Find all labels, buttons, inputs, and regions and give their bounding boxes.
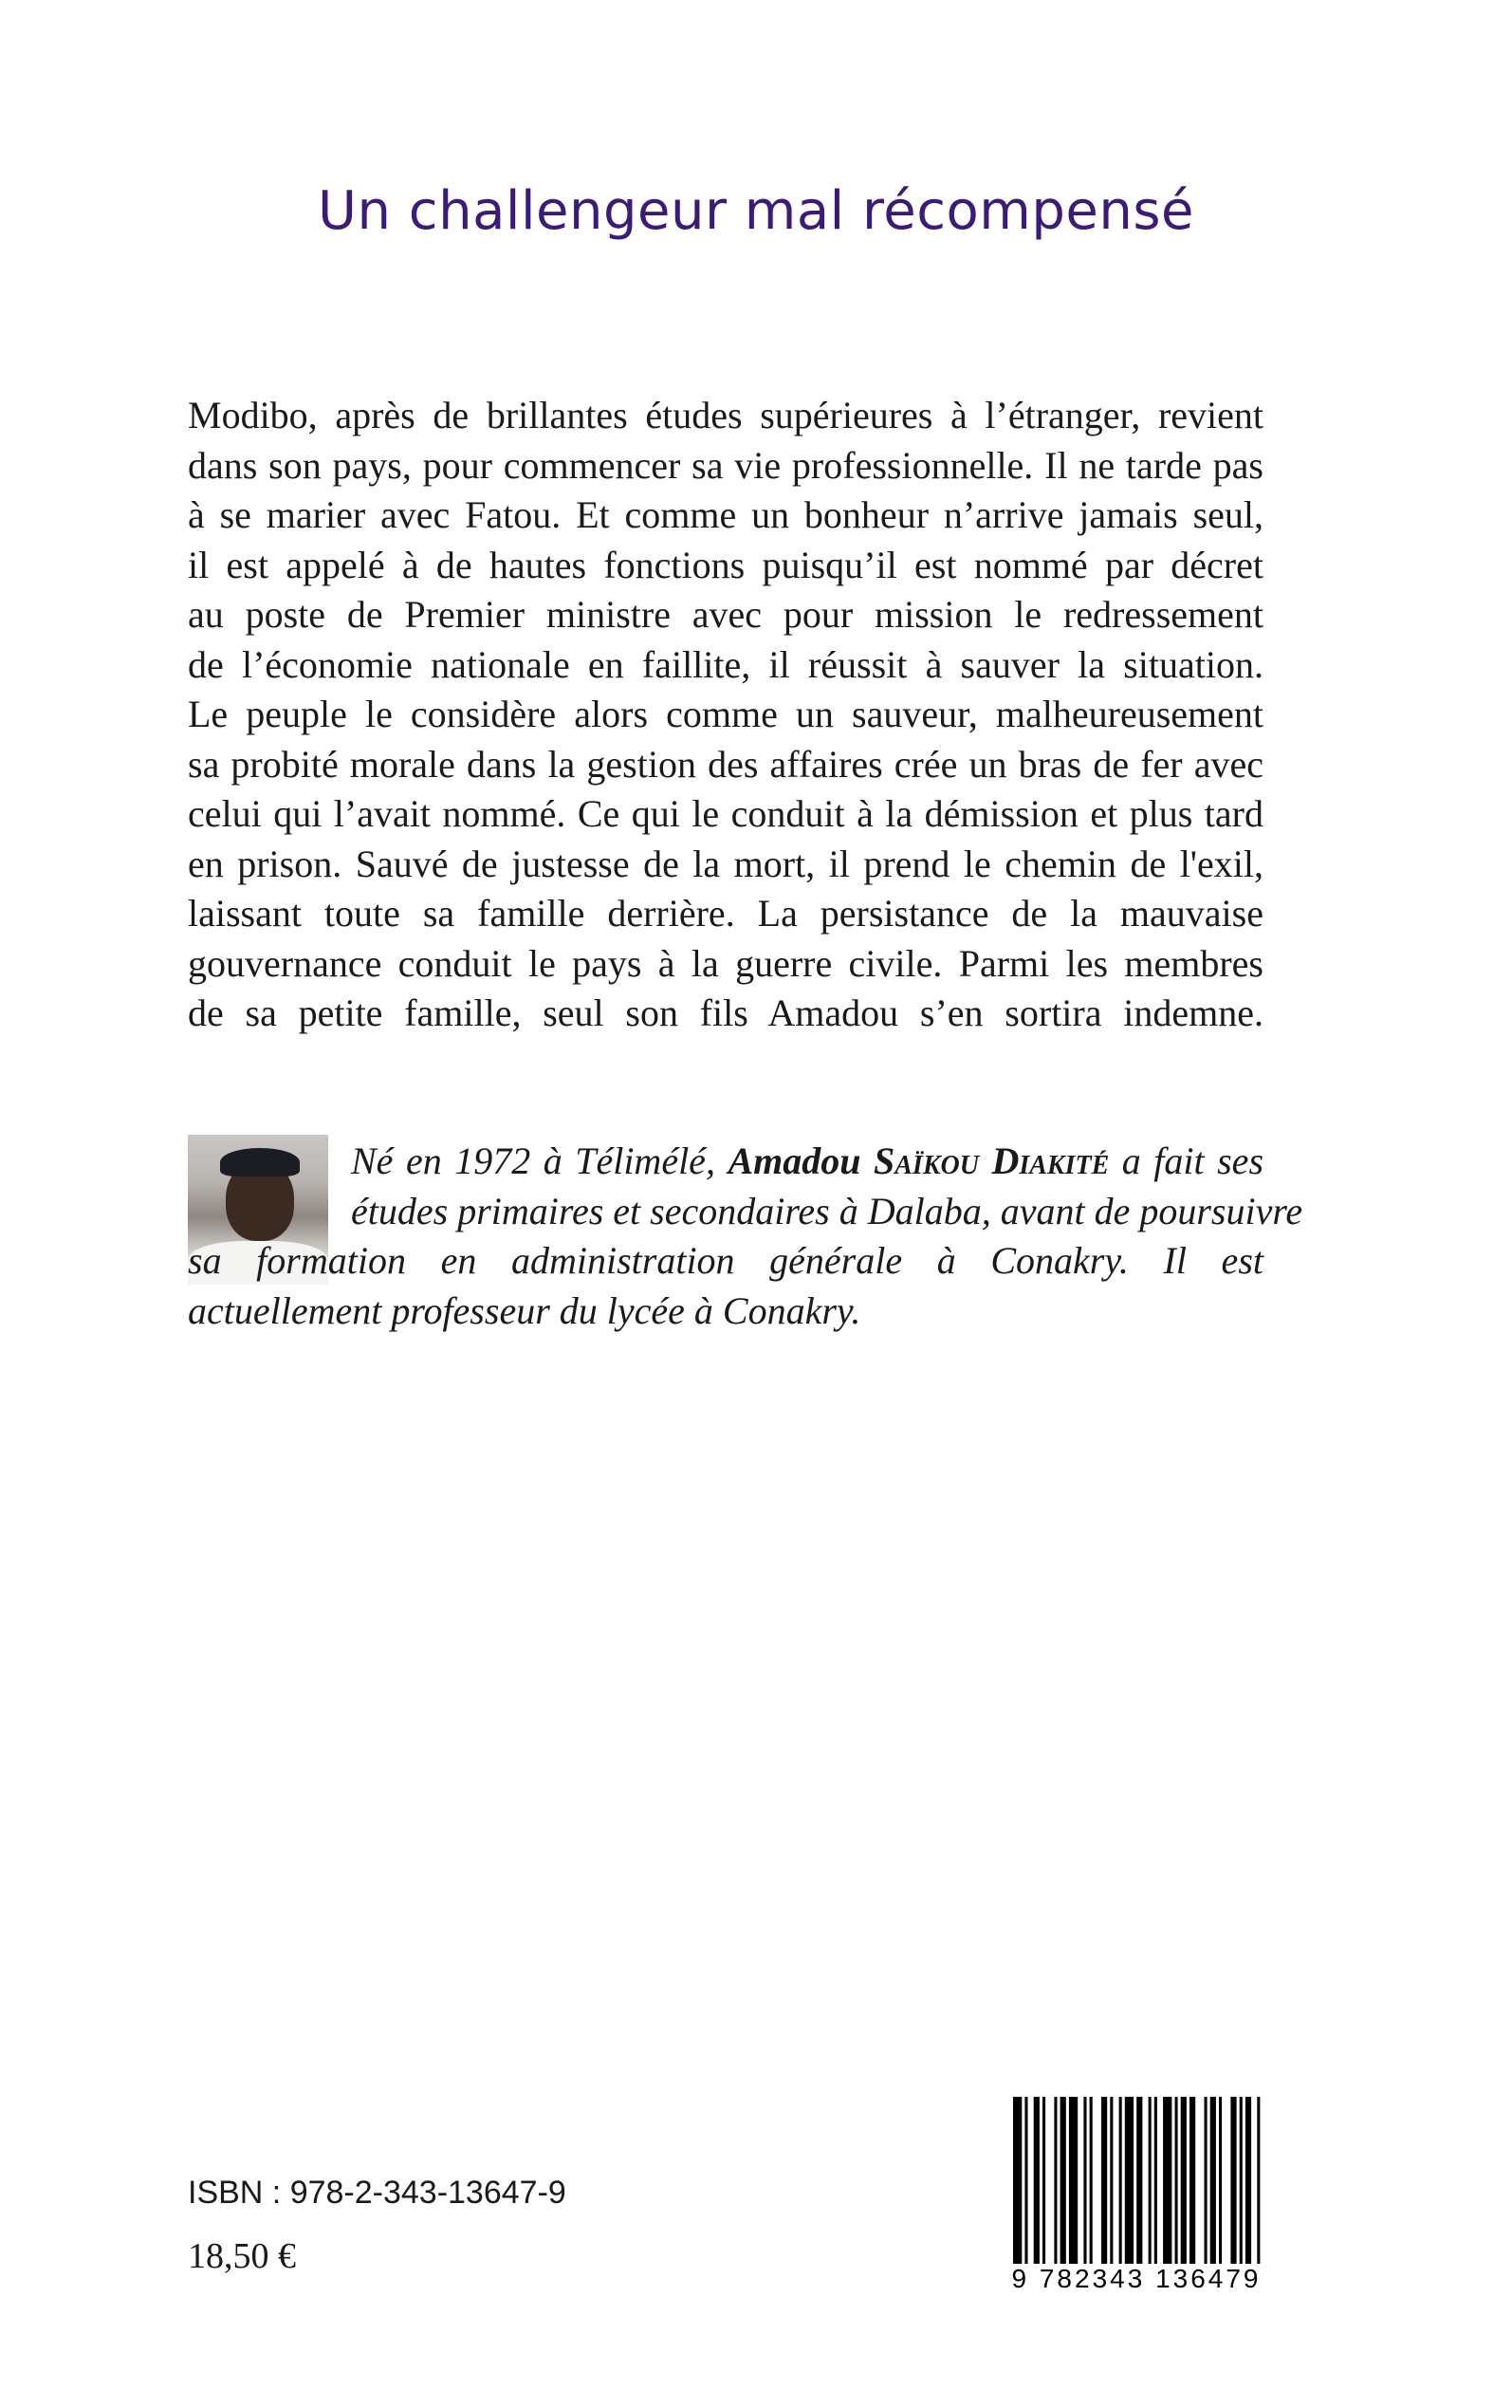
synopsis-line: de sa petite famille, seul son fils Amadou s’en sortira indemne. [188,991,1263,1034]
barcode [1007,2097,1265,2296]
synopsis-line: dans son pays, pour commencer sa vie professionnelle. Il ne tarde pas [188,443,1263,487]
barcode-bar [1069,2097,1078,2266]
barcode-bar [1042,2097,1045,2266]
barcode-bar [1149,2097,1152,2266]
barcode-bar [1013,2097,1022,2266]
price: 18,50 € [188,2236,296,2276]
bio-line: sa formation en administration générale à Conakry. Il est [188,1239,1263,1282]
barcode-bar [1090,2097,1093,2266]
synopsis-line: gouvernance conduit le pays à la guerre civile. Parmi les membres [188,941,1263,985]
synopsis-line: laissant toute sa famille derrière. La persistance de la mauvaise [188,892,1263,935]
book-title: Un challengeur mal récompensé [318,180,1194,242]
synopsis-line: de l’économie nationale en faillite, il réussit à sauver la situation. [188,642,1263,686]
synopsis-line: à se marier avec Fatou. Et comme un bonheur n’arrive jamais seul, [188,493,1263,536]
author-middle-name: Saïkou [874,1139,979,1182]
barcode-bar [1083,2097,1086,2266]
barcode-bar [1245,2097,1251,2266]
isbn: ISBN : 978-2-343-13647-9 [188,2175,566,2211]
author-last-name: Diakité [991,1139,1110,1182]
barcode-bars [1007,2097,1265,2266]
barcode-bar [1210,2097,1216,2266]
synopsis-line: en prison. Sauvé de justesse de la mort, il prend le chemin de l'exil, [188,842,1263,885]
barcode-bar [1136,2097,1142,2266]
synopsis-line: au poste de Premier ministre avec pour mission le redressement [188,593,1263,636]
barcode-bar [1024,2097,1027,2266]
barcode-bar [1230,2097,1236,2266]
barcode-bar [1119,2097,1122,2266]
barcode-bar [1240,2097,1243,2266]
author-bio [188,1137,1303,1336]
barcode-bar [1054,2097,1057,2266]
barcode-bar [1154,2097,1157,2266]
barcode-bar [1189,2097,1195,2266]
barcode-bar [1257,2097,1260,2266]
bio-line: études primaires et secondaires à Dalaba, avant de poursuivre [351,1189,1303,1232]
barcode-bar [1219,2097,1222,2266]
author-name [728,1139,1109,1182]
barcode-bar [1181,2097,1187,2266]
author-name-space [979,1139,992,1182]
barcode-bar [1175,2097,1178,2266]
barcode-bar [1163,2097,1171,2266]
synopsis [188,391,1263,1039]
synopsis-line: il est appelé à de hautes fonctions puisqu’il est nommé par décret [188,543,1263,586]
barcode-bar [1125,2097,1134,2266]
barcode-bar [1101,2097,1107,2266]
barcode-bar [1205,2097,1208,2266]
bio-line: actuellement professeur du lycée à Conakry. [188,1288,861,1332]
author-first-name: Amadou [728,1139,874,1182]
barcode-bar [1110,2097,1113,2266]
bio-line [188,1137,1263,1187]
barcode-bar [1034,2097,1040,2266]
synopsis-line: celui qui l’avait nommé. Ce qui le conduit à la démission et plus tard [188,792,1263,835]
barcode-bar [1060,2097,1066,2266]
bio-intro-end: a fait ses [1109,1139,1264,1182]
synopsis-line: Le peuple le considère alors comme un sauveur, malheureusement [188,693,1263,735]
bio-intro: Né en 1972 à Télimélé, [351,1139,728,1182]
synopsis-line: sa probité morale dans la gestion des affaires crée un bras de fer avec [188,742,1263,786]
barcode-digits: 9 782343 136479 [1007,2264,1265,2294]
synopsis-line: Modibo, après de brillantes études supérieures à l’étranger, revient [188,394,1263,436]
